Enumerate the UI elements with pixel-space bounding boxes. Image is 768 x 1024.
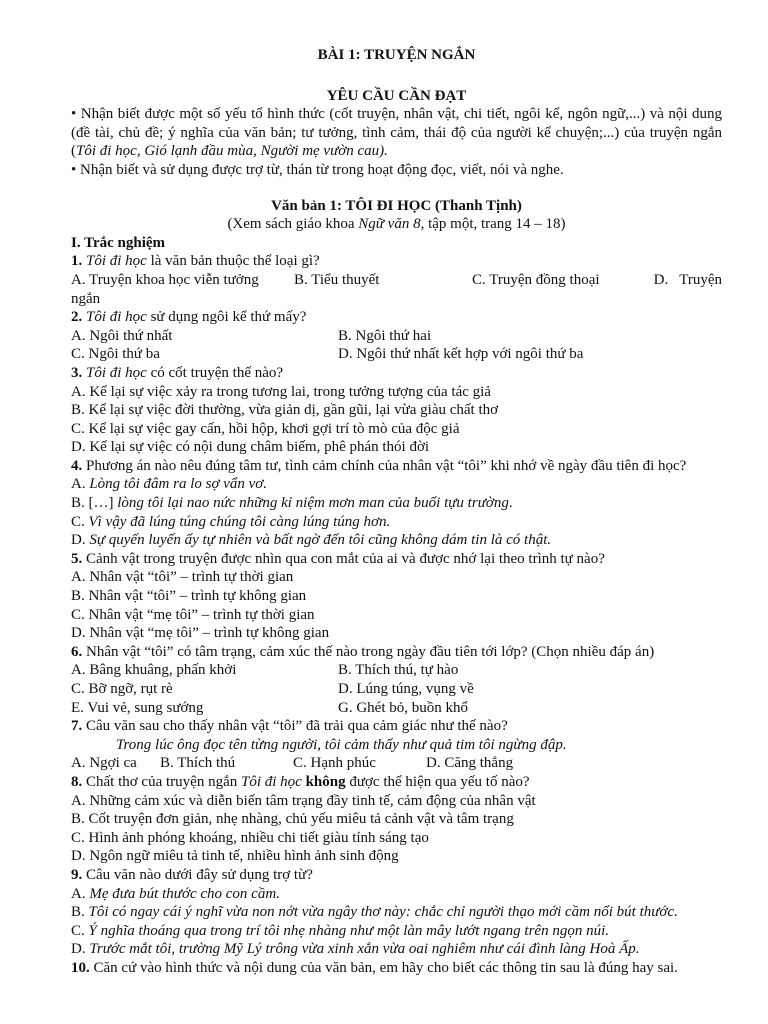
option-b: B. Kể lại sự việc đời thường, vừa giản dị, gần gũi, lại vừa giàu chất thơ xyxy=(71,402,499,419)
option-c: C. Nhân vật “mẹ tôi” – trình tự thời gian xyxy=(71,606,315,623)
option-a: A. Ngợi ca xyxy=(71,755,137,772)
question-1: 1. Tôi đi học là văn bản thuộc thể loại gì? xyxy=(71,253,320,270)
option-e: E. Vui vẻ, sung sướng xyxy=(71,699,204,716)
option-c: C. Hạnh phúc xyxy=(293,755,376,772)
option-b: B. Nhân vật “tôi” – trình tự không gian xyxy=(71,588,307,605)
question-2: 2. Tôi đi học sử dụng ngôi kể thứ mấy? xyxy=(71,309,307,326)
question-7: 7. Câu văn sau cho thấy nhân vật “tôi” đã trải qua cảm giác như thế nào? xyxy=(71,718,508,735)
option-b: B. Thích thú, tự hào xyxy=(338,662,459,679)
option-d: D. Ngôn ngữ miêu tả tinh tế, nhiều hình ảnh sinh động xyxy=(71,848,399,865)
option-c: C. Vì vậy đã lúng túng chúng tôi càng lúng túng hơn. xyxy=(71,513,391,530)
question-6-options-ab xyxy=(71,661,722,680)
option-b: B. Tiểu thuyết xyxy=(294,271,380,288)
option-c: C. Hình ảnh phóng khoáng, nhiều chi tiết giàu tính sáng tạo xyxy=(71,829,429,846)
question-2-options-cd xyxy=(71,345,722,364)
option-a: A. Bâng khuâng, phấn khởi xyxy=(71,662,237,679)
question-2-options-ab xyxy=(71,327,722,346)
option-a: A. Kể lại sự việc xảy ra trong tương lai, trong tưởng tượng của tác giả xyxy=(71,383,491,400)
option-c: C. Kể lại sự việc gay cấn, hồi hộp, khơi gợi trí tò mò của độc giả xyxy=(71,420,460,437)
option-a: A. Ngôi thứ nhất xyxy=(71,327,173,344)
option-d: D. Truyện xyxy=(653,271,722,288)
option-d: D. Ngôi thứ nhất kết hợp với ngôi thứ ba xyxy=(338,346,584,363)
option-d: D. Sự quyến luyến ấy tự nhiên và bất ngờ đến tôi cũng không dám tin là có thật. xyxy=(71,532,552,549)
requirement-1: • Nhận biết được một số yếu tố hình thức (cốt truyện, nhân vật, chi tiết, ngôi kể, ngôn ngữ,...) và nội dung (đề tài, chủ đề; ý nghĩa của văn bản; tư tưởng, tình cảm, thái độ của người kể chuyện;...) của truyện ngắn (Tôi đi học, Gió lạnh đầu mùa, Người mẹ vườn cau). xyxy=(71,106,722,160)
option-a: A. Lòng tôi đâm ra lo sợ vẩn vơ. xyxy=(71,476,268,493)
option-d: D. Lúng túng, vụng về xyxy=(338,681,474,697)
option-g: G. Ghét bỏ, buồn khổ xyxy=(338,699,468,716)
part-title: I. Trắc nghiệm xyxy=(71,234,166,251)
option-c: C. Truyện đồng thoại xyxy=(472,271,600,288)
option-a: A. Những cảm xúc và diễn biến tâm trạng đầy tinh tế, cảm động của nhân vật xyxy=(71,792,536,809)
option-b: B. Cốt truyện đơn giản, nhẹ nhàng, chủ yếu miêu tả cảnh vật và tâm trạng xyxy=(71,811,514,828)
option-d: D. Căng thẳng xyxy=(426,755,514,772)
option-d: D. Kể lại sự việc có nội dung châm biếm, phê phán thói đời xyxy=(71,439,430,456)
requirement-2: • Nhận biết và sử dụng được trợ từ, thán từ trong hoạt động đọc, viết, nói và nghe. xyxy=(71,161,564,178)
option-a: A. Mẹ đưa bút thước cho con cầm. xyxy=(71,885,280,902)
question-6-options-cd xyxy=(71,680,722,699)
question-8: 8. Chất thơ của truyện ngắn Tôi đi học không được thể hiện qua yếu tố nào? xyxy=(71,773,530,790)
question-4: 4. Phương án nào nêu đúng tâm tư, tình cảm chính của nhân vật “tôi” khi nhớ về ngày đầu tiên đi học? xyxy=(71,457,687,474)
question-6: 6. Nhân vật “tôi” có tâm trạng, cảm xúc thế nào trong ngày đầu tiên tới lớp? (Chọn nhiều đáp án) xyxy=(71,643,655,660)
question-1-options xyxy=(71,271,722,290)
option-c: C. Ngôi thứ ba xyxy=(71,346,160,363)
option-b: B. Thích thú xyxy=(160,755,236,772)
option-d: D. Nhân vật “mẹ tôi” – trình tự không gian xyxy=(71,625,330,642)
question-9: 9. Câu văn nào dưới đây sử dụng trợ từ? xyxy=(71,866,313,883)
option-b: B. Tôi có ngay cái ý nghĩ vừa non nớt vừa ngây thơ này: chắc chỉ người thạo mới cầm nổi bút thước. xyxy=(71,904,678,921)
question-5: 5. Cảnh vật trong truyện được nhìn qua con mắt của ai và được nhớ lại theo trình tự nào? xyxy=(71,550,605,567)
question-10: 10. Căn cứ vào hình thức và nội dung của văn bản, em hãy cho biết các thông tin sau là đúng hay sai. xyxy=(71,959,678,976)
option-c: C. Ý nghĩa thoáng qua trong trí tôi nhẹ nhàng như một làn mây lướt ngang trên ngọn núi. xyxy=(71,922,609,939)
option-c: C. Bỡ ngỡ, rụt rè xyxy=(71,681,173,697)
option-b: B. Ngôi thứ hai xyxy=(338,327,432,344)
text-section-title: Văn bản 1: TÔI ĐI HỌC (Thanh Tịnh) xyxy=(271,197,522,214)
textbook-reference: (Xem sách giáo khoa Ngữ văn 8, tập một, trang 14 – 18) xyxy=(227,216,566,233)
option-d-continued: ngắn xyxy=(71,290,101,307)
question-7-options xyxy=(71,754,722,773)
option-a: A. Truyện khoa học viễn tưởng xyxy=(71,271,259,288)
option-d: D. Trước mắt tôi, trường Mỹ Lý trông vừa xinh xắn vừa oai nghiêm như cái đình làng Hoà Ấp. xyxy=(71,941,640,958)
question-3: 3. Tôi đi học có cốt truyện thế nào? xyxy=(71,364,284,381)
question-7-quote: Trong lúc ông đọc tên từng người, tôi cảm thấy như quả tim tôi ngừng đập. xyxy=(116,736,567,753)
requirement-title: YÊU CẦU CẦN ĐẠT xyxy=(326,87,467,104)
question-6-options-eg xyxy=(71,699,722,718)
option-b: B. […] lòng tôi lại nao nức những kỉ niệm mơn man của buổi tựu trường. xyxy=(71,495,513,512)
option-a: A. Nhân vật “tôi” – trình tự thời gian xyxy=(71,569,294,586)
lesson-title: BÀI 1: TRUYỆN NGẮN xyxy=(317,47,476,63)
